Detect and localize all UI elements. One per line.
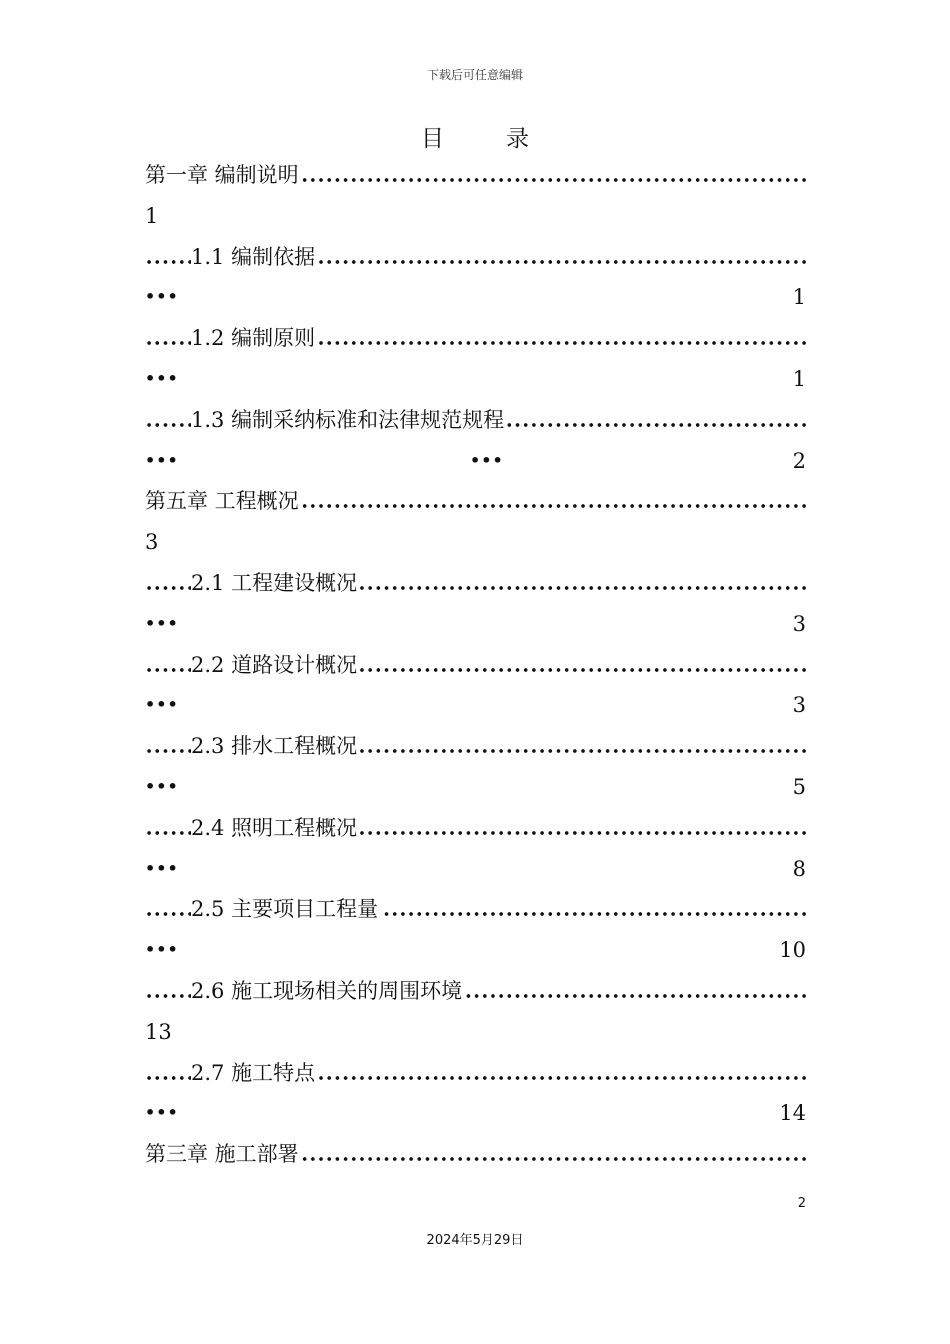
toc-entry-label: 2.2 道路设计概况 <box>191 652 358 677</box>
toc-page-number: 5 <box>792 774 806 799</box>
toc-entry[interactable] <box>145 889 806 930</box>
leader-dots: ••• <box>470 450 504 470</box>
toc-entry-continuation <box>145 522 806 563</box>
toc-entry[interactable] <box>145 318 806 359</box>
page-number: 2 <box>797 1196 806 1211</box>
toc-entry-label: 2.1 工程建设概况 <box>191 570 358 595</box>
toc-page-number: 1 <box>792 285 806 310</box>
toc-entry[interactable] <box>145 400 806 441</box>
page-date: 2024年5月29日 <box>426 1233 524 1248</box>
toc-entry-label: 2.5 主要项目工程量 <box>191 897 379 922</box>
leader-dots: ••• <box>145 858 179 878</box>
toc-entry-continuation <box>145 441 806 482</box>
toc-page-number: 3 <box>145 530 159 555</box>
toc-entry-label: 第五章 工程概况 <box>145 489 299 514</box>
toc-entry-continuation <box>145 604 806 645</box>
page-header: 下载后可任意编辑 <box>426 68 523 82</box>
toc-entry[interactable] <box>145 1053 806 1094</box>
toc-entry-label: 2.3 排水工程概况 <box>191 734 358 759</box>
toc-page-number: 3 <box>792 611 806 636</box>
toc-page-number: 13 <box>145 1019 172 1044</box>
toc-page-number: 10 <box>779 938 806 963</box>
toc-entry-label: 2.4 照明工程概况 <box>191 815 358 840</box>
leader-dots: ••• <box>145 287 179 307</box>
toc-entry-label: 2.6 施工现场相关的周围环境 <box>191 978 463 1003</box>
leader-dots: ••• <box>145 776 179 796</box>
toc-entry-continuation <box>145 767 806 808</box>
leader-dots: ••• <box>145 1103 179 1123</box>
toc-entry-continuation <box>145 849 806 890</box>
toc-entry-continuation <box>145 359 806 400</box>
toc-entry[interactable] <box>145 563 806 604</box>
toc-entry-continuation <box>145 930 806 971</box>
toc-entry-label: 2.7 施工特点 <box>191 1060 316 1085</box>
toc-entry[interactable] <box>145 726 806 767</box>
toc-page-number: 8 <box>792 856 806 881</box>
toc-entry-label: 第一章 编制说明 <box>145 163 299 187</box>
toc-title: 目录 <box>421 126 591 152</box>
toc-entry[interactable] <box>145 155 806 196</box>
toc-entry[interactable] <box>145 645 806 686</box>
table-of-contents <box>145 155 806 1175</box>
toc-entry-label: 第三章 施工部署 <box>145 1142 299 1167</box>
toc-page-number: 3 <box>792 693 806 718</box>
toc-entry[interactable] <box>145 1134 806 1175</box>
toc-entry-continuation <box>145 196 806 237</box>
toc-page-number: 14 <box>779 1101 806 1126</box>
toc-entry-continuation <box>145 685 806 726</box>
toc-entry-label: 1.2 编制原则 <box>191 326 316 351</box>
leader-dots: ••• <box>145 613 179 633</box>
toc-entry-continuation <box>145 1093 806 1134</box>
toc-entry-label: 1.3 编制采纳标准和法律规范规程 <box>191 407 505 432</box>
leader-dots: ••• <box>145 940 179 960</box>
toc-entry-continuation <box>145 277 806 318</box>
toc-page-number: 1 <box>145 203 159 228</box>
toc-entry[interactable] <box>145 237 806 278</box>
leader-dots: ••• <box>145 368 179 388</box>
leader-dots: ••• <box>145 695 179 715</box>
toc-entry[interactable] <box>145 971 806 1012</box>
toc-entry-continuation <box>145 1012 806 1053</box>
leader-dots: ••• <box>145 450 179 470</box>
toc-entry-label: 1.1 编制依据 <box>191 244 316 269</box>
toc-entry[interactable] <box>145 808 806 849</box>
toc-entry[interactable] <box>145 481 806 522</box>
toc-page-number: 2 <box>792 448 806 473</box>
toc-page-number: 1 <box>792 366 806 391</box>
